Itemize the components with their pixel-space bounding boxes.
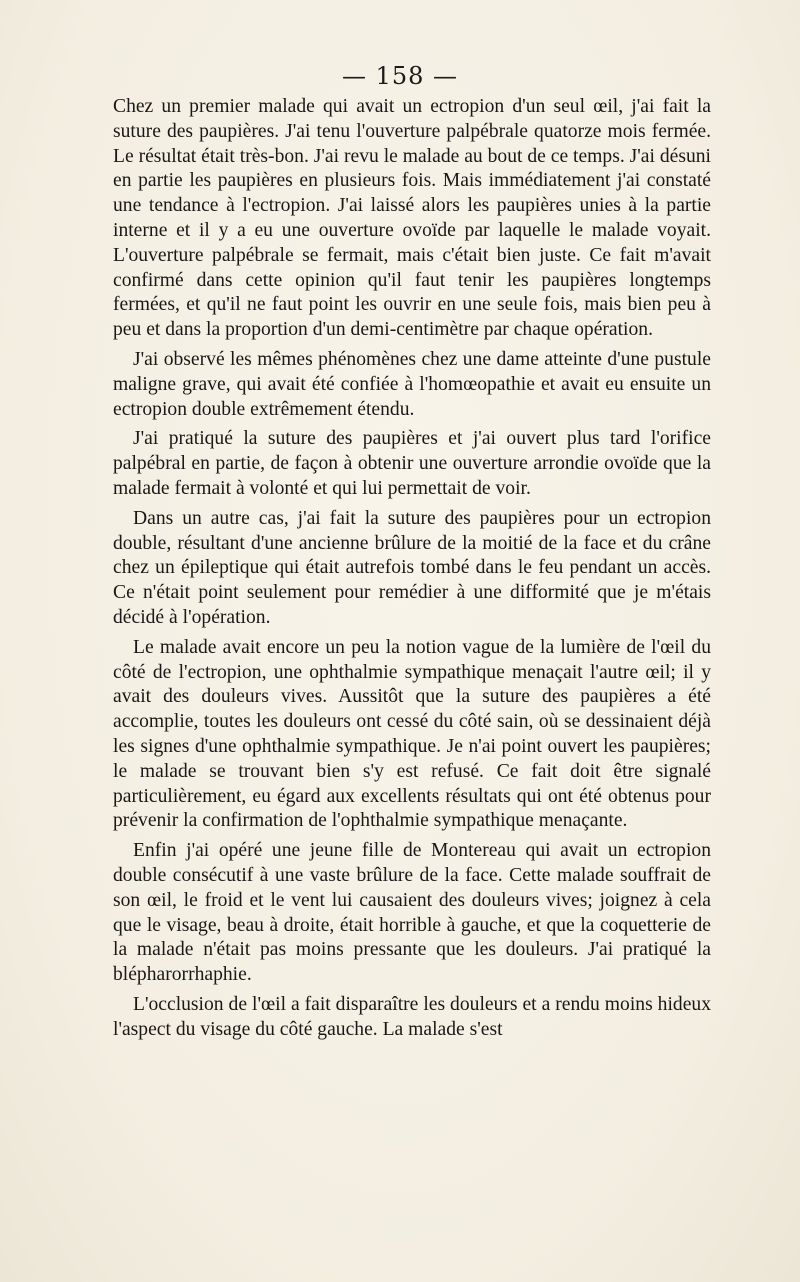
body-text <box>113 95 711 1047</box>
paragraph-2: J'ai observé les mêmes phénomènes chez une dame atteinte d'une pustule maligne grave, qui avait été confiée à l'homœopathie et avait eu ensuite un ectropion double extrêmement étendu. <box>113 348 711 420</box>
paragraph-7: L'occlusion de l'œil a fait disparaître les douleurs et a rendu moins hideux l'aspect du visage du côté gauche. La malade s'est <box>113 993 711 1040</box>
paragraph-1: Chez un premier malade qui avait un ectropion d'un seul œil, j'ai fait la suture des paupières. J'ai tenu l'ouverture palpébrale quatorze mois fermée. Le résultat était très-bon. J'ai revu le malade au bout de ce temps. J'ai désuni en partie les paupières en plusieurs fois. Mais immédiatement j'ai constaté une tendance à l'ectropion. J'ai laissé alors les paupières unies à la partie interne et il y a eu une ouverture ovoïde par laquelle le malade voyait. L'ouverture palpébrale se fermait, mais c'était bien juste. Ce fait m'avait confirmé dans cette opinion qu'il faut tenir les paupières longtemps fermées, et qu'il ne faut point les ouvrir en une seule fois, mais bien peu à peu et dans la proportion d'un demi-centimètre par chaque opération. <box>113 96 711 341</box>
paragraph-6: Enfin j'ai opéré une jeune fille de Montereau qui avait un ectropion double consécutif à une vaste brûlure de la face. Cette malade souffrait de son œil, le froid et le vent lui causaient des douleurs vives; joignez à cela que le visage, beau à droite, était horrible à gauche, et que la coquetterie de la malade n'était pas moins pressante que les douleurs. J'ai pratiqué la blépharorrhaphie. <box>113 840 711 986</box>
paragraph-5: Le malade avait encore un peu la notion vague de la lumière de l'œil du côté de l'ectropion, une ophthalmie sympathique menaçait l'autre œil; il y avait des douleurs vives. Aussitôt que la suture des paupières a été accomplie, toutes les douleurs ont cessé du côté sain, où se dessinaient déjà les signes d'une ophthalmie sympathique. Je n'ai point ouvert les paupières; le malade se trouvant bien s'y est refusé. Ce fait doit être signalé particulièrement, eu égard aux excellents résultats qui ont été obtenus pour prévenir la confirmation de l'ophthalmie sympathique menaçante. <box>113 636 711 832</box>
paragraph-3: J'ai pratiqué la suture des paupières et j'ai ouvert plus tard l'orifice palpébral en partie, de façon à obtenir une ouverture arrondie ovoïde que la malade fermait à volonté et qui lui permettait de voir. <box>113 428 711 499</box>
paragraph-4: Dans un autre cas, j'ai fait la suture des paupières pour un ectropion double, résultant d'une ancienne brûlure de la moitié de la face et du crâne chez un épileptique qui était autrefois tombé dans le feu pendant un accès. Ce n'était point seulement pour remédier à une difformité que je m'étais décidé à l'opération. <box>113 507 711 628</box>
page-number: — 158 — <box>341 62 459 90</box>
